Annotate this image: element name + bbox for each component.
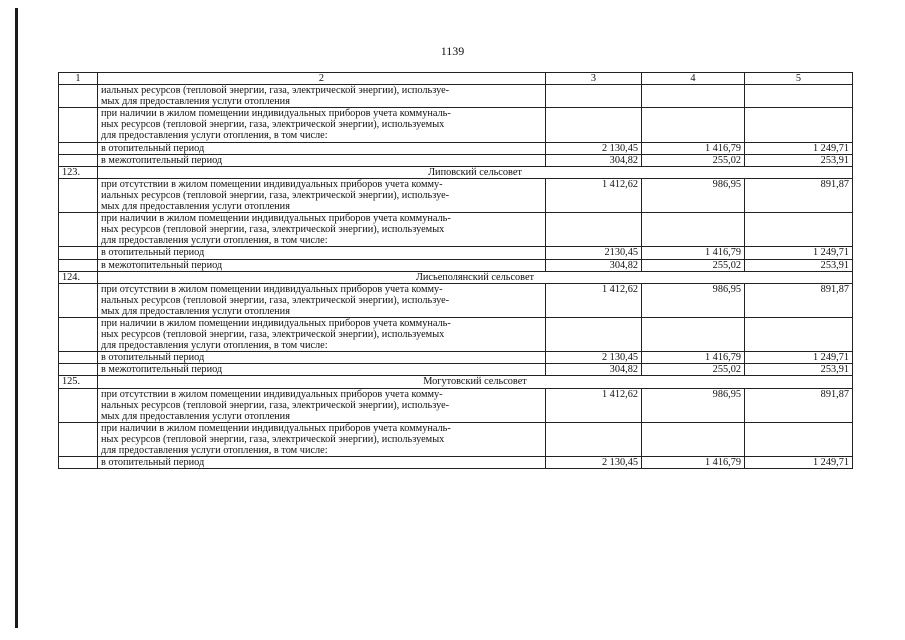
description-line: иальных ресурсов (тепловой энергии, газа, электрической энергии), используе- [101,189,450,201]
description-cell [98,178,546,212]
description-cell [98,142,546,154]
header-cell-4: 4 [642,73,745,85]
description-line: мых для предоставления услуги отопления [101,201,290,213]
row-number-cell [59,108,98,142]
description-cell [98,154,546,166]
row-number-cell [59,388,98,422]
description-cell [98,213,546,247]
value-cell-col4: 255,02 [642,154,745,166]
value-cell-col4: 1 416,79 [642,142,745,154]
description-line: при наличии в жилом помещении индивидуальных приборов учета коммуналь- [101,213,451,225]
header-cell-1: 1 [59,73,98,85]
tariff-table [58,72,853,469]
value-cell-col3: 304,82 [546,259,642,271]
description-line: нальных ресурсов (тепловой энергии, газа, электрической энергии), используе- [101,399,450,411]
table-row [59,317,853,351]
district-row [59,376,853,388]
header-row [59,73,853,85]
scan-edge-line [15,8,18,628]
district-number: 125. [59,376,98,388]
table-row [59,154,853,166]
description-line: ных ресурсов (тепловой энергии, газа, электрической энергии), используемых [101,119,445,131]
value-cell-col4 [642,317,745,351]
value-cell-col4: 1 416,79 [642,352,745,364]
description-cell [98,259,546,271]
value-cell-col5: 1 249,71 [745,247,853,259]
row-number-cell [59,317,98,351]
table-row [59,422,853,456]
description-line: мых для предоставления услуги отопления [101,305,290,317]
value-cell-col5 [745,213,853,247]
value-cell-col5: 253,91 [745,259,853,271]
value-cell-col3: 2 130,45 [546,142,642,154]
table-row [59,259,853,271]
description-line: для предоставления услуги отопления, в том числе: [101,340,328,352]
description-cell [98,457,546,469]
description-line: в отопительный период [101,457,205,469]
row-number-cell [59,352,98,364]
description-line: для предоставления услуги отопления, в том числе: [101,445,328,456]
value-cell-col5 [745,108,853,142]
value-cell-col3 [546,422,642,456]
table-body [59,73,853,469]
description-cell [98,108,546,142]
row-number-cell [59,422,98,456]
table-row [59,247,853,259]
value-cell-col5: 253,91 [745,154,853,166]
value-cell-col4 [642,108,745,142]
value-cell-col5: 253,91 [745,364,853,376]
value-cell-col3: 2130,45 [546,247,642,259]
page-number: 1139 [440,44,465,58]
value-cell-col4: 1 416,79 [642,457,745,469]
value-cell-col5: 1 249,71 [745,457,853,469]
district-number: 123. [59,166,98,178]
value-cell-col3: 1 412,62 [546,283,642,317]
description-cell [98,247,546,259]
description-line: мых для предоставления услуги отопления [101,96,290,108]
row-number-cell [59,247,98,259]
description-line: мых для предоставления услуги отопления [101,410,290,422]
description-line: ных ресурсов (тепловой энергии, газа, электрической энергии), используемых [101,224,445,236]
value-cell-col5 [745,85,853,108]
district-row [59,271,853,283]
value-cell-col5: 891,87 [745,283,853,317]
description-line: в межотопительный период [101,259,223,271]
district-name: Могутовский сельсовет [98,376,853,388]
value-cell-col3: 1 412,62 [546,178,642,212]
value-cell-col5: 1 249,71 [745,352,853,364]
description-cell [98,317,546,351]
value-cell-col4 [642,422,745,456]
table-row [59,178,853,212]
value-cell-col4: 1 416,79 [642,247,745,259]
row-number-cell [59,142,98,154]
value-cell-col3: 304,82 [546,364,642,376]
value-cell-col3: 2 130,45 [546,457,642,469]
header-cell-2: 2 [98,73,546,85]
description-cell [98,352,546,364]
value-cell-col5: 891,87 [745,388,853,422]
value-cell-col3: 2 130,45 [546,352,642,364]
table-row [59,283,853,317]
value-cell-col3 [546,317,642,351]
district-name: Лисьеполянский сельсовет [98,271,853,283]
value-cell-col5 [745,317,853,351]
district-name: Липовский сельсовет [98,166,853,178]
row-number-cell [59,178,98,212]
table-row [59,457,853,469]
value-cell-col5: 1 249,71 [745,142,853,154]
description-line: в межотопительный период [101,154,223,166]
description-line: для предоставления услуги отопления, в том числе: [101,130,328,142]
value-cell-col4: 986,95 [642,283,745,317]
value-cell-col4 [642,213,745,247]
value-cell-col4 [642,85,745,108]
description-line: при отсутствии в жилом помещении индивидуальных приборов учета комму- [101,283,443,295]
description-cell [98,364,546,376]
description-line: ных ресурсов (тепловой энергии, газа, электрической энергии), используемых [101,433,445,445]
row-number-cell [59,283,98,317]
description-line: в межотопительный период [101,364,223,376]
description-line: в отопительный период [101,142,205,154]
row-number-cell [59,457,98,469]
description-line: нальных ресурсов (тепловой энергии, газа, электрической энергии), используе- [101,294,450,306]
description-line: при отсутствии в жилом помещении индивидуальных приборов учета комму- [101,388,443,400]
value-cell-col4: 255,02 [642,364,745,376]
row-number-cell [59,259,98,271]
value-cell-col3: 304,82 [546,154,642,166]
description-cell [98,283,546,317]
value-cell-col3 [546,85,642,108]
row-number-cell [59,154,98,166]
table-row [59,364,853,376]
description-line: при наличии в жилом помещении индивидуальных приборов учета коммуналь- [101,422,451,434]
header-cell-3: 3 [546,73,642,85]
description-line: при наличии в жилом помещении индивидуальных приборов учета коммуналь- [101,317,451,329]
value-cell-col4: 255,02 [642,259,745,271]
table-row [59,352,853,364]
description-line: для предоставления услуги отопления, в том числе: [101,235,328,247]
value-cell-col3 [546,213,642,247]
table-row [59,213,853,247]
value-cell-col5: 891,87 [745,178,853,212]
description-line: в отопительный период [101,352,205,364]
description-cell [98,422,546,456]
table-row [59,85,853,108]
value-cell-col5 [745,422,853,456]
table-row [59,108,853,142]
description-cell [98,85,546,108]
row-number-cell [59,213,98,247]
table-row [59,388,853,422]
value-cell-col4: 986,95 [642,388,745,422]
district-row [59,166,853,178]
description-line: иальных ресурсов (тепловой энергии, газа, электрической энергии), используе- [101,85,450,97]
row-number-cell [59,364,98,376]
description-line: при наличии в жилом помещении индивидуальных приборов учета коммуналь- [101,108,451,120]
description-line: ных ресурсов (тепловой энергии, газа, электрической энергии), используемых [101,329,445,341]
value-cell-col4: 986,95 [642,178,745,212]
table-row [59,142,853,154]
description-line: при отсутствии в жилом помещении индивидуальных приборов учета комму- [101,178,443,190]
header-cell-5: 5 [745,73,853,85]
district-number: 124. [59,271,98,283]
row-number-cell [59,85,98,108]
description-line: в отопительный период [101,247,205,259]
value-cell-col3: 1 412,62 [546,388,642,422]
value-cell-col3 [546,108,642,142]
description-cell [98,388,546,422]
